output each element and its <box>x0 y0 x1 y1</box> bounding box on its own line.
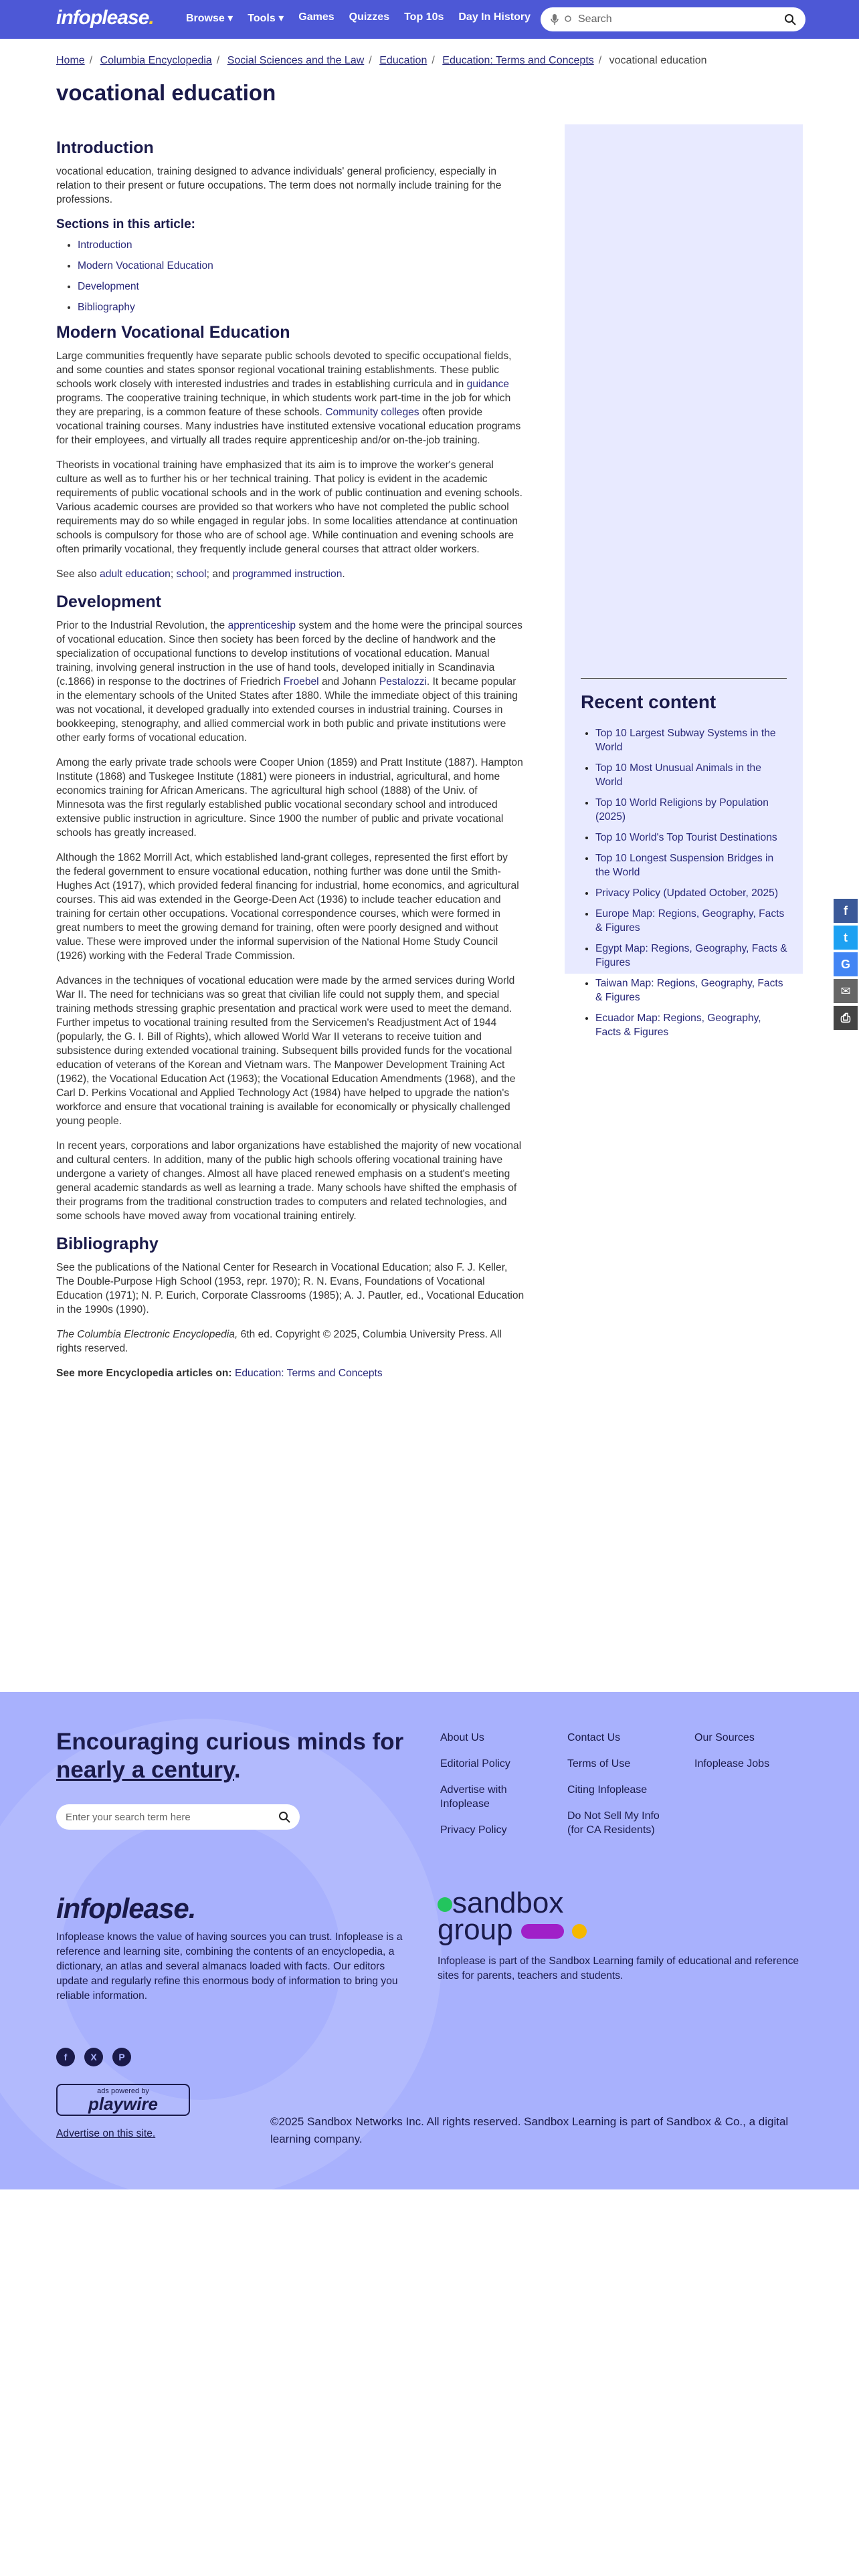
recent-content-heading: Recent content <box>581 691 717 712</box>
see-more-link[interactable]: Education: Terms and Concepts <box>234 1368 383 1379</box>
breadcrumb-columbia[interactable]: Columbia Encyclopedia <box>100 55 212 66</box>
bibliography-text: See the publications of the National Center for Research in Vocational Education; also F. J. Keller, The Double-Purpose High School (1953, repr. 1970); R. N. Evans, Foundations of Vocational Education (1971); N. P. Eurich, Corporate Classrooms (1985); A. J. Pautler, ed., Vocational Education in the 1990s (1990). <box>56 1262 524 1315</box>
search-small-icon <box>565 15 573 23</box>
site-logo[interactable]: infoplease. <box>56 7 154 29</box>
footer-link-sources[interactable]: Our Sources <box>694 1732 755 1743</box>
footer-logo[interactable]: infoplease. <box>56 1893 196 1924</box>
footer-link-contact[interactable]: Contact Us <box>567 1732 621 1743</box>
footer-col-2 <box>567 1731 674 1837</box>
programmed-instruction-link[interactable]: programmed instruction <box>232 568 343 580</box>
footer-link-advertise[interactable]: Advertise with Infoplease <box>440 1784 507 1810</box>
sections-list <box>78 238 524 314</box>
microphone-icon[interactable] <box>550 13 559 25</box>
modern-heading: Modern Vocational Education <box>56 323 290 342</box>
share-bar <box>834 899 859 1033</box>
x-icon[interactable]: X <box>84 2048 103 2066</box>
recent-item[interactable]: Ecuador Map: Regions, Geography, Facts & Figures <box>595 1012 761 1038</box>
article-body <box>56 134 524 1391</box>
nav-tools[interactable]: Tools ▾ <box>248 13 284 24</box>
sidebar-divider <box>581 678 787 679</box>
development-paragraph-4: Advances in the techniques of vocational education were made by the armed services during World War II. The need for technicians was so great that civilian life could not supply them, and special training methods stressing graphic presentation and practical work were used to meet the demand. Further impetus to vocational training resulted from the Servicemen's Readjustment Act of 1944 (popularly, the G. I. Bill of Rights), which allowed World War II veterans to receive tuition and subsistence during extended vocational training. Subsequent bills provided funds for the vocational education of veterans of the Korean and Vietnam wars. The Manpower Development Training Act (1962), the Vocational Education Act (1963); the Vocational Education Amendments (1968), and the Carl D. Perkins Vocational and Applied Technology Act (1984) have helped to upgrade the nation's workforce and ensure that vocational training is available for economically or physically challenged young people. <box>56 975 516 1127</box>
footer-headline-link[interactable]: nearly a century <box>56 1757 234 1783</box>
footer-link-terms[interactable]: Terms of Use <box>567 1758 631 1769</box>
footer-copyright: ©2025 Sandbox Networks Inc. All rights reserved. Sandbox Learning is part of Sandbox & Co., a digital learning company. <box>270 2115 789 2145</box>
page-title: vocational education <box>56 80 276 105</box>
footer-col-3 <box>694 1731 801 1771</box>
twitter-share-icon[interactable]: t <box>834 926 858 950</box>
playwire-badge[interactable]: ads powered by playwire <box>56 2084 190 2116</box>
nav-quizzes[interactable]: Quizzes <box>349 11 390 23</box>
community-colleges-link[interactable]: Community colleges <box>325 407 419 418</box>
footer-link-citing[interactable]: Citing Infoplease <box>567 1784 648 1796</box>
facebook-icon[interactable]: f <box>56 2048 75 2066</box>
see-also: See also adult education; school; and programmed instruction. <box>56 568 345 580</box>
breadcrumb-terms[interactable]: Education: Terms and Concepts <box>442 55 594 66</box>
facebook-share-icon[interactable]: f <box>834 899 858 923</box>
header-search[interactable] <box>541 7 805 31</box>
footer-col-1 <box>440 1731 547 1837</box>
section-link-development[interactable]: Development <box>78 281 139 292</box>
breadcrumb: Home / Columbia Encyclopedia / Social Sciences and the Law / Education / Education: Terms and Concepts / vocational education <box>56 55 707 66</box>
apprenticeship-link[interactable]: apprenticeship <box>227 620 296 631</box>
email-share-icon[interactable]: ✉ <box>834 979 858 1003</box>
recent-item[interactable]: Top 10 World Religions by Population (2025) <box>595 797 769 823</box>
sandbox-text: Infoplease is part of the Sandbox Learning family of educational and reference sites for parents, teachers and students. <box>438 1955 799 1981</box>
development-paragraph-1: Prior to the Industrial Revolution, the apprenticeship system and the home were the principal sources of vocational education. Since then society has been forced by the decline of handwork and the specialization of occupational functions to develop institutions of vocational education. Manual training, involving general instruction in the use of hand tools, developed initially in Scandinavia (c.1866) in response to the doctrines of Friedrich Froebel and Johann Pestalozzi. It became popular in the elementary schools of the United States after 1880. While the immediate object of this training was not vocational, it developed gradually into extended courses in industrial training. Courses in bookkeeping, stenography, and allied commercial work in both public and private institutions were other early forms of vocational education. <box>56 620 522 744</box>
nav-top10s[interactable]: Top 10s <box>404 11 444 23</box>
sections-heading: Sections in this article: <box>56 217 195 231</box>
print-icon[interactable]: ⎙ <box>834 1006 858 1030</box>
footer-search-input[interactable]: Enter your search term here <box>66 1811 191 1823</box>
pestalozzi-link[interactable]: Pestalozzi <box>379 676 427 687</box>
modern-paragraph-2: Theorists in vocational training have emphasized that its aim is to improve the worker's general culture as well as to further his or her technical training. That policy is evident in the academic requirements of public vocational schools and in the work of public continuation and evening schools. Various academic courses are provided so that workers who have not completed the public school requirements may do so while engaged in regular jobs. In some localities attendance at continuation schools is compulsory for those who are of school age. While continuation and evening schools are often primarily vocational, they frequently include general courses that attract older workers. <box>56 459 522 555</box>
footer-search[interactable] <box>56 1804 300 1830</box>
main-nav <box>186 11 531 25</box>
guidance-link[interactable]: guidance <box>466 379 509 390</box>
section-link-introduction[interactable]: Introduction <box>78 239 132 251</box>
footer-about: Infoplease knows the value of having sources you can trust. Infoplease is a reference and learning site, combining the contents of an encyclopedia, a dictionary, an atlas and several almanacs loaded with facts. Our editors update and regularly refine this enormous body of information to bring you reliable information. <box>56 1931 403 2002</box>
adult-education-link[interactable]: adult education <box>100 568 171 580</box>
recent-item[interactable]: Top 10 Longest Suspension Bridges in the World <box>595 853 774 878</box>
sandbox-logo[interactable]: sandbox group <box>438 1890 587 1943</box>
recent-item[interactable]: Europe Map: Regions, Geography, Facts & Figures <box>595 908 785 934</box>
development-paragraph-5: In recent years, corporations and labor organizations have established the majority of new vocational and cultural centers. In addition, many of the public high schools offering vocational training have undergone a variety of changes. Almost all have placed renewed emphasis on a student's meeting general academic standards as well as learning a trade. Many schools have shifted the emphasis of their programs from the traditional construction trades to computers and related technologies, and some schools have moved away from vocational training entirely. <box>56 1140 522 1222</box>
section-link-bibliography[interactable]: Bibliography <box>78 302 135 313</box>
sidebar <box>565 124 803 1038</box>
breadcrumb-home[interactable]: Home <box>56 55 85 66</box>
footer <box>0 1692 859 2189</box>
nav-day-in-history[interactable]: Day In History <box>458 11 531 23</box>
modern-paragraph-1: Large communities frequently have separate public schools devoted to specific occupational fields, and some counties and states sponsor regional vocational training establishments. These public schools work closely with interested industries and trades in establishing curricula and in guidance programs. The cooperative training technique, in which students work part-time in the job for which they are preparing, is a common feature of these schools. Community colleges often provide vocational training courses. Many industries have instituted extensive vocational education programs for their employees, and virtually all trades require apprenticeship and/or on-the-job training. <box>56 350 521 446</box>
recent-item[interactable]: Egypt Map: Regions, Geography, Facts & Figures <box>595 943 787 968</box>
see-more: See more Encyclopedia articles on: Education: Terms and Concepts <box>56 1368 383 1379</box>
top-navbar <box>0 0 859 39</box>
advertise-link[interactable]: Advertise on this site. <box>56 2128 156 2139</box>
section-link-modern[interactable]: Modern Vocational Education <box>78 260 213 272</box>
breadcrumb-education[interactable]: Education <box>379 55 427 66</box>
bibliography-heading: Bibliography <box>56 1235 159 1253</box>
breadcrumb-current: vocational education <box>609 55 707 66</box>
recent-item[interactable]: Top 10 Most Unusual Animals in the World <box>595 762 761 788</box>
footer-link-editorial[interactable]: Editorial Policy <box>440 1758 510 1769</box>
nav-browse[interactable]: Browse ▾ <box>186 13 233 24</box>
social-icons <box>56 2048 131 2066</box>
intro-heading: Introduction <box>56 138 154 157</box>
recent-item[interactable]: Top 10 Largest Subway Systems in the World <box>595 728 776 753</box>
google-share-icon[interactable]: G <box>834 952 858 976</box>
footer-link-privacy[interactable]: Privacy Policy <box>440 1824 507 1836</box>
footer-link-do-not-sell[interactable]: Do Not Sell My Info (for CA Residents) <box>567 1810 660 1836</box>
recent-item[interactable]: Privacy Policy (Updated October, 2025) <box>595 887 779 899</box>
nav-games[interactable]: Games <box>298 11 335 23</box>
recent-content-list <box>595 726 789 1046</box>
copyright-note: The Columbia Electronic Encyclopedia, 6th ed. Copyright © 2025, Columbia University Press. All rights reserved. <box>56 1329 502 1354</box>
search-icon[interactable] <box>278 1811 290 1823</box>
search-input[interactable]: Search <box>578 13 612 25</box>
recent-item[interactable]: Top 10 World's Top Tourist Destinations <box>595 832 777 843</box>
breadcrumb-social-sciences[interactable]: Social Sciences and the Law <box>227 55 365 66</box>
search-icon[interactable] <box>784 13 796 25</box>
development-paragraph-3: Although the 1862 Morrill Act, which established land-grant colleges, represented the first effort by the federal government to ensure vocational education, nothing further was done until the Smith-Hughes Act (1917), which provided federal financing for industrial, home economics, and agricultural courses. This aid was extended in the George-Deen Act (1936) to include teacher education and training for certain other occupations. Vocational correspondence courses, which were formed in great numbers to meet the growing demand for training, often were poorly designed and without value. These were improved under the informal supervision of the National Home Study Council (1926) working with the Federal Trade Commission. <box>56 852 519 962</box>
footer-link-about[interactable]: About Us <box>440 1732 484 1743</box>
school-link[interactable]: school <box>176 568 207 580</box>
froebel-link[interactable]: Froebel <box>283 676 319 687</box>
pinterest-icon[interactable]: P <box>112 2048 131 2066</box>
footer-link-jobs[interactable]: Infoplease Jobs <box>694 1758 770 1769</box>
recent-item[interactable]: Taiwan Map: Regions, Geography, Facts & Figures <box>595 978 783 1003</box>
footer-headline: Encouraging curious minds for nearly a century. <box>56 1729 404 1783</box>
intro-text: vocational education, training designed to advance individuals' general proficiency, especially in relation to their present or future occupations. The term does not normally include training for the professions. <box>56 166 502 205</box>
development-heading: Development <box>56 593 161 611</box>
development-paragraph-2: Among the early private trade schools were Cooper Union (1859) and Pratt Institute (1887). Hampton Institute (1868) and Tuskegee Institute (1881) were pioneers in industrial, agricultural, and home economics training for African Americans. The agricultural high school (1888) of the Univ. of Minnesota was the first regularly established public vocational secondary school and introduced extensive public instruction in agriculture. Since 1900 the number of public and private vocational schools has greatly increased. <box>56 757 523 839</box>
